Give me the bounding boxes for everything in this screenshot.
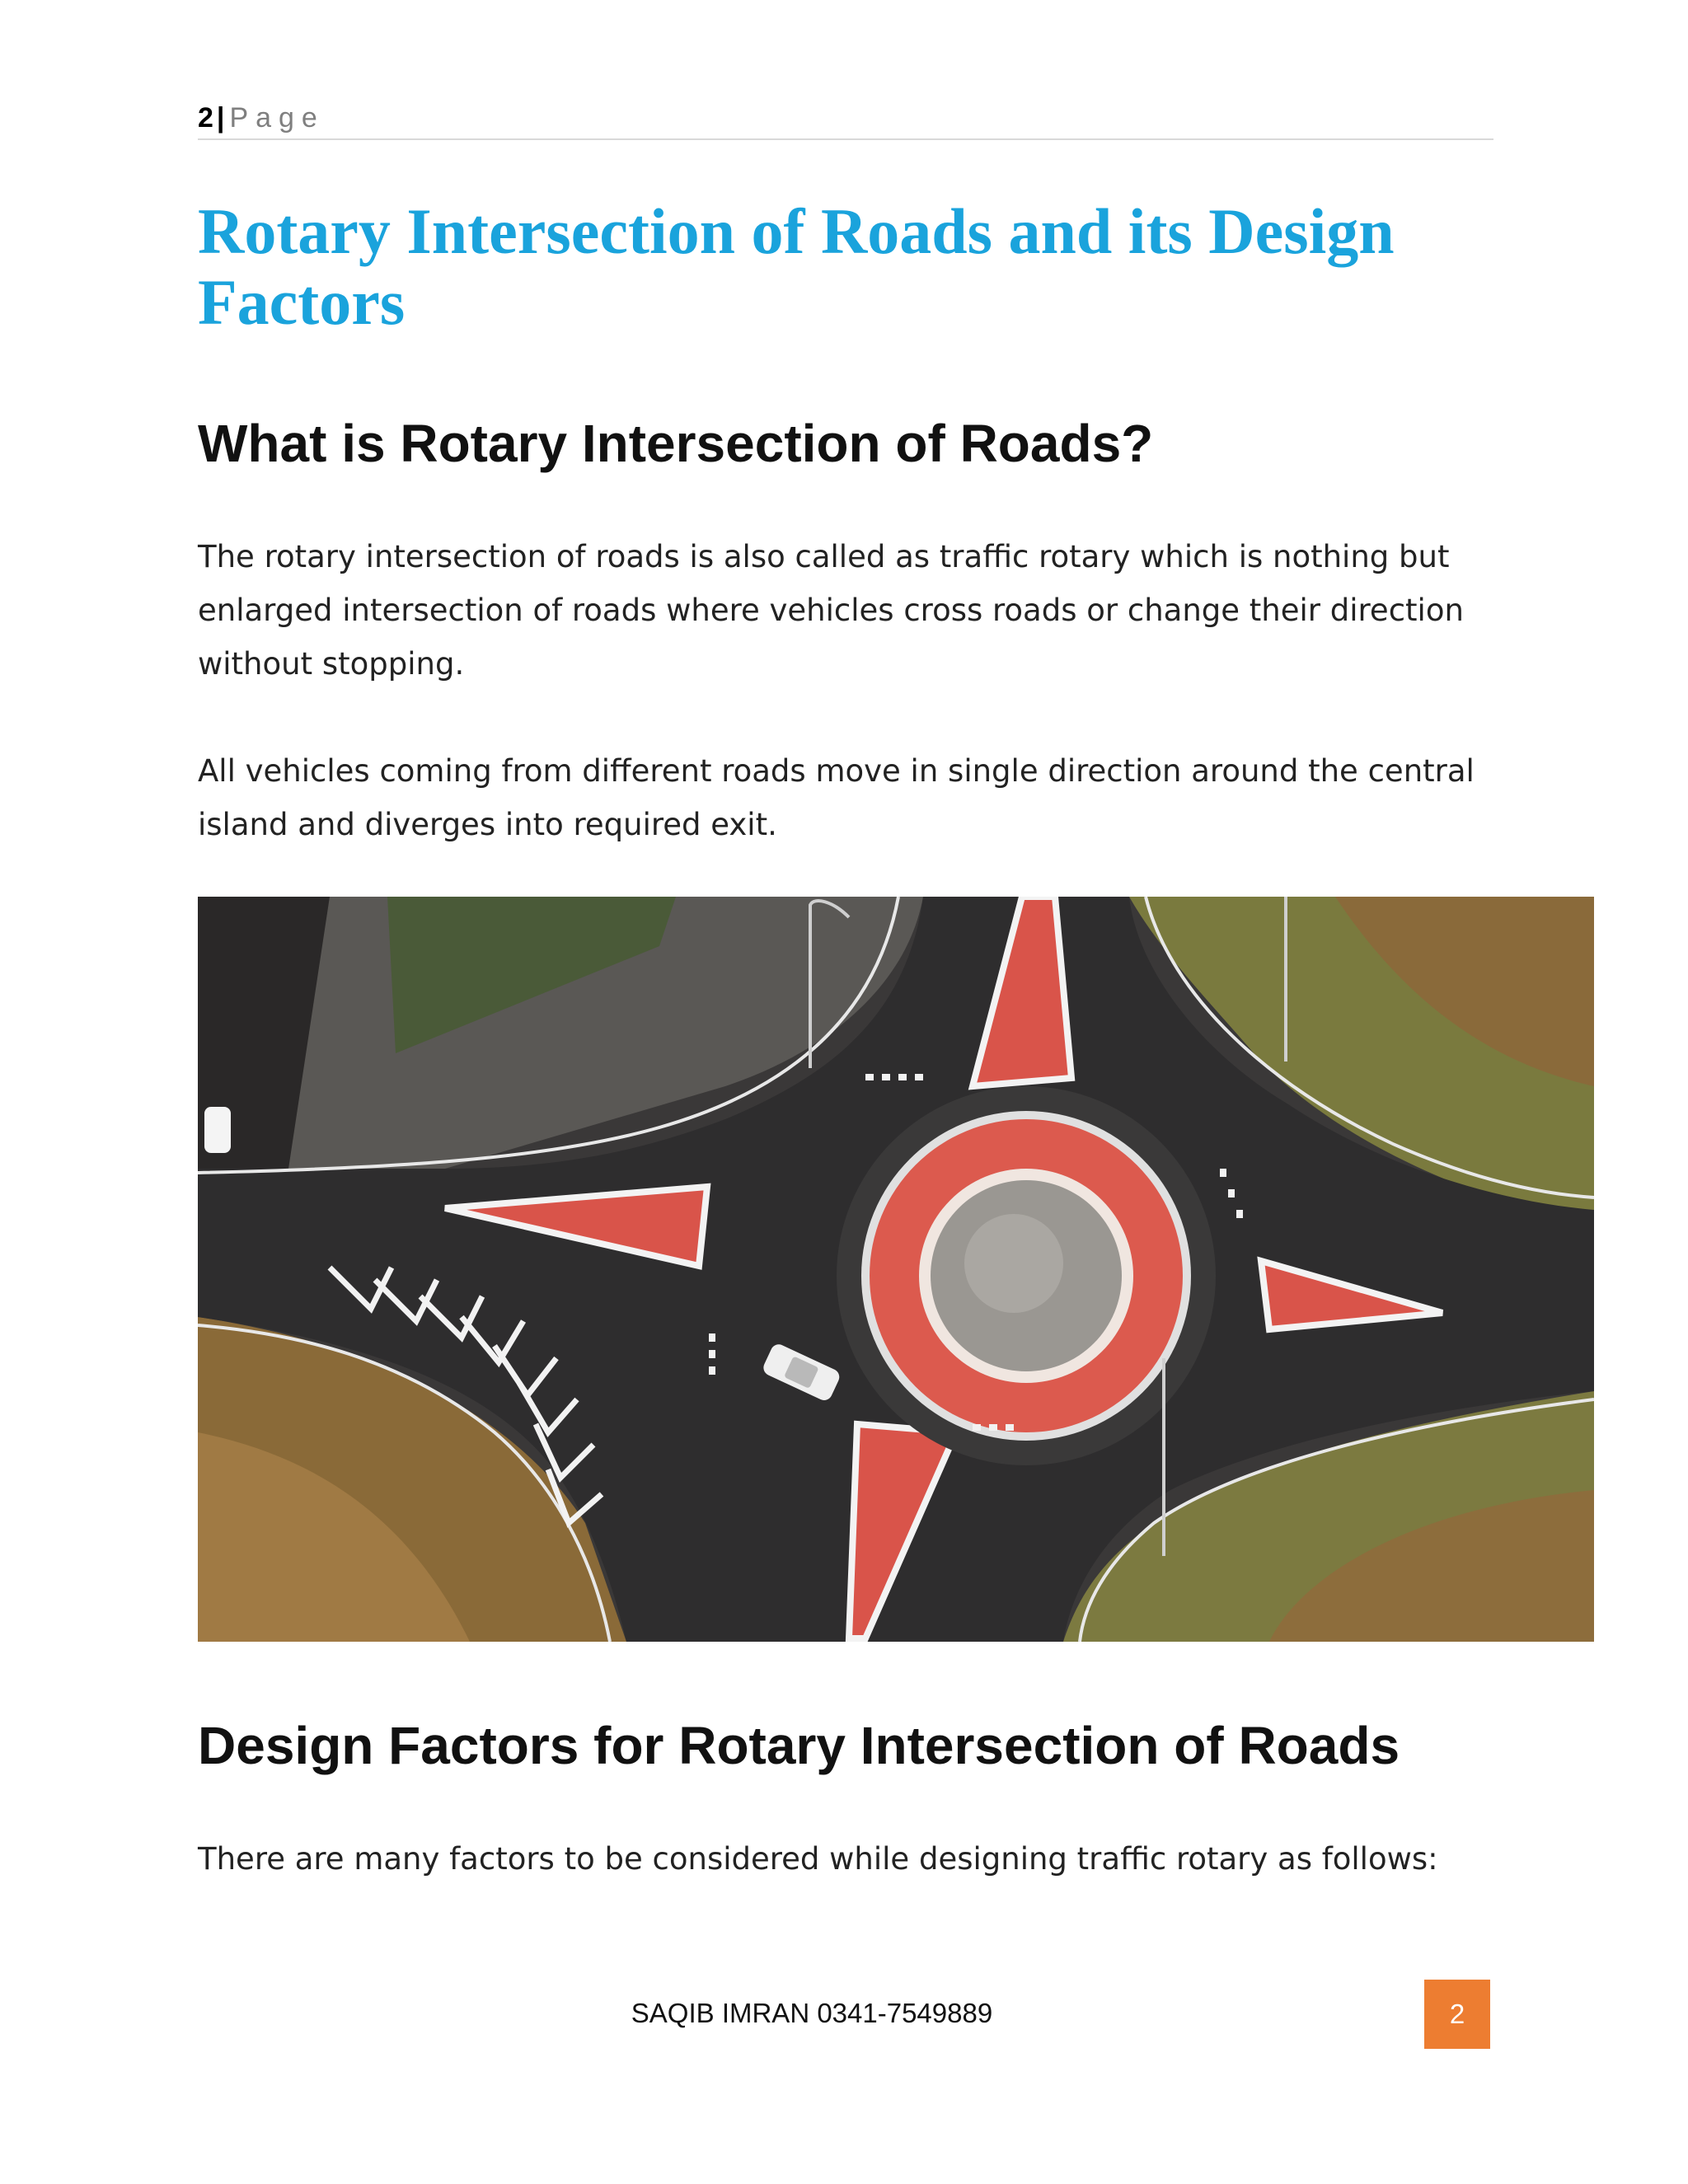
paragraph-vehicle-movement: All vehicles coming from different roads move in single direction around the central island and diverges into required exit.: [198, 753, 1475, 842]
header-page-word: Page: [229, 102, 325, 134]
section-heading-what-is: What is Rotary Intersection of Roads?: [198, 414, 1154, 473]
roundabout-aerial-photo: [198, 897, 1594, 1642]
section-heading-design-factors: Design Factors for Rotary Intersection of Roads: [198, 1716, 1400, 1775]
header-separator: |: [216, 102, 225, 134]
page-header: [198, 101, 1493, 140]
header-page-number: 2: [198, 102, 213, 134]
page-number-badge: 2: [1424, 1980, 1490, 2049]
footer-author: SAQIB IMRAN 0341-7549889: [631, 1998, 993, 2028]
document-title: Rotary Intersection of Roads and its Design Factors: [198, 195, 1395, 338]
paragraph-definition: The rotary intersection of roads is also called as traffic rotary which is nothing but enlarged intersection of roads where vehicles cross roads or change their direction without stopping.: [198, 539, 1464, 682]
paragraph-design-intro: There are many factors to be considered while designing traffic rotary as follows:: [198, 1841, 1438, 1877]
